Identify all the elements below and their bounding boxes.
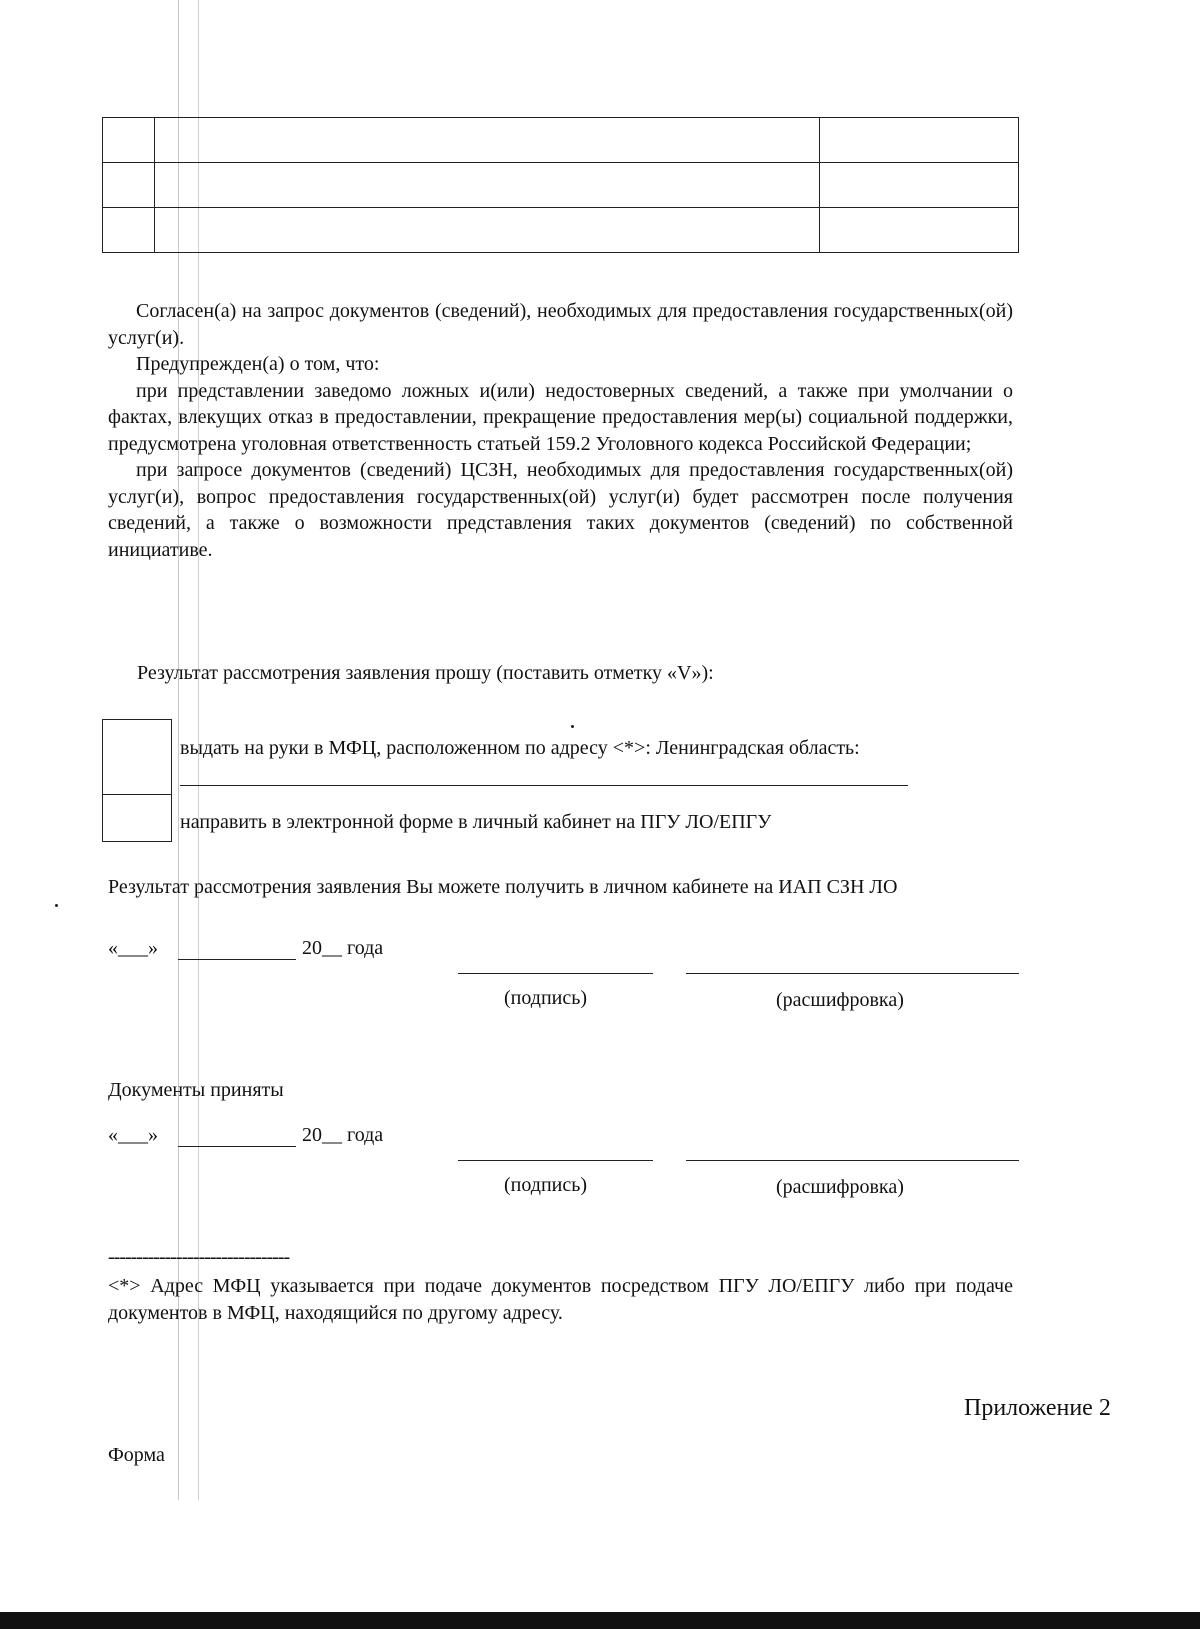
date-year: 20__ года [302, 937, 384, 959]
table-cell [103, 163, 155, 208]
accepted-decode-label: (расшифровка) [776, 1176, 904, 1198]
signature-line [458, 973, 653, 974]
consent-block [108, 298, 1013, 563]
checkbox-mfc[interactable] [102, 719, 172, 796]
scan-speck [571, 725, 574, 728]
accepted-signature-line [458, 1160, 653, 1161]
option-electronic-label: направить в электронной форме в личный кабинет на ПГУ ЛО/ЕПГУ [180, 811, 772, 833]
accepted-title: Документы приняты [108, 1079, 284, 1101]
date-day: «___» [108, 937, 158, 959]
table-cell [103, 118, 155, 163]
top-table [102, 117, 1019, 253]
table-cell [155, 118, 820, 163]
accepted-date-year: 20__ года [302, 1124, 384, 1146]
table-cell [820, 118, 1019, 163]
cabinet-note: Результат рассмотрения заявления Вы можете получить в личном кабинете на ИАП СЗН ЛО [108, 876, 898, 898]
footnote-separator: -------------------------------- [108, 1246, 290, 1268]
accepted-month-line [178, 1146, 296, 1147]
consent-paragraph: Согласен(а) на запрос документов (сведений), необходимых для предоставления государственных(ой) услуг(и). [108, 300, 1013, 349]
scan-speck [55, 904, 58, 907]
table-row [103, 163, 1019, 208]
signature-label: (подпись) [504, 987, 588, 1009]
table-cell [155, 208, 820, 253]
footnote-text [108, 1273, 1013, 1326]
table-row [103, 208, 1019, 253]
scan-bottom-edge [0, 1612, 1200, 1629]
accepted-decode-line [686, 1160, 1019, 1161]
warned-paragraph: Предупрежден(а) о том, что: [136, 353, 380, 375]
form-label: Форма [108, 1444, 165, 1466]
table-cell [155, 163, 820, 208]
result-prompt: Результат рассмотрения заявления прошу (поставить отметку «V»): [137, 662, 714, 684]
accepted-date-day: «___» [108, 1124, 158, 1146]
decode-line [686, 973, 1019, 974]
appendix-title: Приложение 2 [964, 1395, 1111, 1421]
table-cell [820, 163, 1019, 208]
table-cell [820, 208, 1019, 253]
address-line [180, 785, 908, 786]
decode-label: (расшифровка) [776, 989, 904, 1011]
date-month-line [178, 959, 296, 960]
table-row [103, 118, 1019, 163]
liability-paragraph: при представлении заведомо ложных и(или) недостоверных сведений, а также при умолчании о фактах, влекущих отказ в предоставлении, прекращение предоставления мер(ы) социальной поддержки, предусмотрена уголовная ответственность статьей 159.2 Уголовного кодекса Российской Федерации; [108, 379, 1013, 455]
footnote-paragraph: <*> Адрес МФЦ указывается при подаче документов посредством ПГУ ЛО/ЕПГУ либо при подаче документов в МФЦ, находящийся по другому адресу. [108, 1275, 1013, 1324]
checkbox-electronic[interactable] [102, 794, 172, 842]
accepted-signature-label: (подпись) [504, 1174, 588, 1196]
table-cell [103, 208, 155, 253]
option-mfc-label: выдать на руки в МФЦ, расположенном по адресу <*>: Ленинградская область: [180, 737, 860, 759]
request-paragraph: при запросе документов (сведений) ЦСЗН, необходимых для предоставления государственных(ой) услуг(и), вопрос предоставления государственных(ой) услуг(и) будет рассмотрен после получения сведений, а также о возможности представления таких документов (сведений) по собственной инициативе. [108, 459, 1013, 561]
